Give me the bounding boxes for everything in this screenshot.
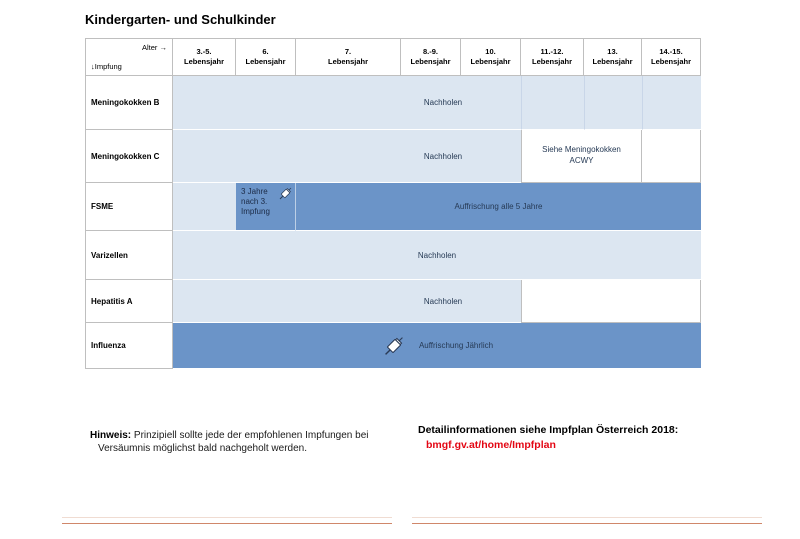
column-header-7: 7. Lebensjahr <box>296 39 401 76</box>
men-b-empty-cell-13 <box>584 76 642 130</box>
hinweis-text: Prinzipiell sollte jede der empfohlenen Impfungen bei Versäumnis möglichst bald nachgeholt werden. <box>98 430 369 455</box>
hinweis-note <box>90 429 372 455</box>
men-b-empty-cell-11-12 <box>521 76 584 130</box>
men-c-nachholen-cell <box>173 130 521 183</box>
influenza-auffrischung-cell <box>173 323 701 369</box>
men-c-empty-cell-14-15 <box>642 130 701 183</box>
hep-a-nachholen-text: Nachholen <box>423 296 463 306</box>
row-label-fsme: FSME <box>86 183 173 231</box>
fsme-3-jahre-cell <box>236 183 296 231</box>
page-title: Kindergarten- und Schulkinder <box>85 12 276 27</box>
column-header-3-5: 3.-5. Lebensjahr <box>173 39 236 76</box>
varizellen-nachholen-cell <box>173 231 701 280</box>
column-header-10: 10. Lebensjahr <box>461 39 521 76</box>
row-label-meningokokken-c: Meningokokken C <box>86 130 173 183</box>
influenza-auffrischung-text: Auffrischung Jährlich <box>418 341 494 350</box>
fsme-auffrischung-text: Auffrischung alle 5 Jahre <box>454 202 543 211</box>
men-b-nachholen-text: Nachholen <box>423 98 463 107</box>
fsme-3-jahre-text: 3 Jahre nach 3. Impfung <box>241 187 270 216</box>
impfplan-link[interactable]: bmgf.gv.at/home/Impfplan <box>426 439 556 451</box>
column-header-11-12: 11.-12. Lebensjahr <box>521 39 584 76</box>
column-header-8-9: 8.-9. Lebensjahr <box>401 39 461 76</box>
row-label-influenza: Influenza <box>86 323 173 369</box>
men-c-nachholen-text: Nachholen <box>423 151 463 161</box>
men-b-nachholen-cell <box>173 76 521 130</box>
age-axis-label: Alter → <box>141 43 167 52</box>
vaccine-axis-label: ↓Impfung <box>91 62 122 71</box>
column-header-13: 13. Lebensjahr <box>584 39 642 76</box>
varizellen-nachholen-text: Nachholen <box>417 250 457 260</box>
vaccination-schedule-table <box>85 38 701 369</box>
detail-info-heading: Detailinformationen siehe Impfplan Österreich 2018: <box>418 424 679 436</box>
divider-line-right <box>412 517 762 524</box>
column-header-6: 6. Lebensjahr <box>236 39 296 76</box>
row-label-meningokokken-b: Meningokokken B <box>86 76 173 130</box>
row-label-varizellen: Varizellen <box>86 231 173 280</box>
syringe-icon <box>381 333 407 359</box>
divider-line-left <box>62 517 392 524</box>
detail-info-block <box>418 424 678 451</box>
men-b-empty-cell-14-15 <box>642 76 701 130</box>
row-label-hepatitis-a: Hepatitis A <box>86 280 173 323</box>
hinweis-label: Hinweis: <box>90 430 132 441</box>
fsme-empty-cell-3-5 <box>173 183 236 231</box>
hep-a-empty-cell-right <box>521 280 701 323</box>
column-header-14-15: 14.-15. Lebensjahr <box>642 39 701 76</box>
table-corner-cell <box>86 39 173 76</box>
syringe-icon <box>277 185 294 205</box>
hep-a-nachholen-cell <box>173 280 521 323</box>
fsme-auffrischung-cell <box>296 183 701 231</box>
men-c-siehe-acwy-cell: Siehe Meningokokken ACWY <box>521 130 642 183</box>
